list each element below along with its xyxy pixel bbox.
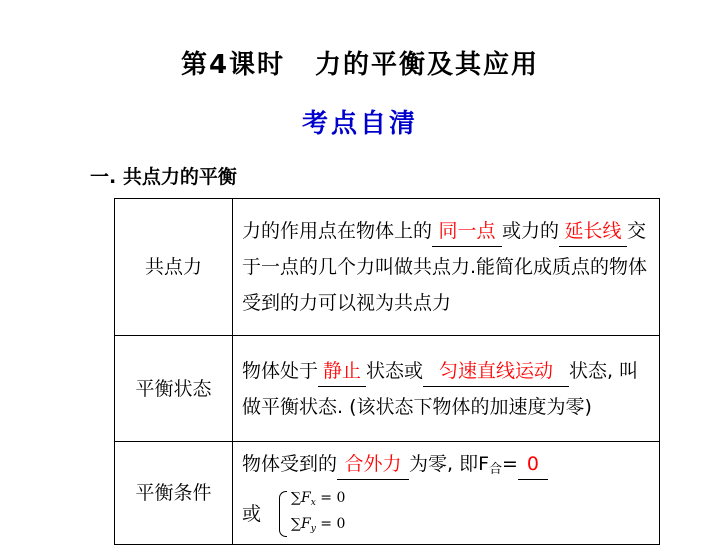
row-content [233, 442, 660, 545]
text-segment: 物体处于 [242, 359, 319, 382]
answer-blank: 延长线 [559, 216, 627, 247]
text-segment: 或 [242, 503, 262, 525]
table-row [115, 442, 660, 545]
equation-x: $\sum F_x = 0$ [291, 490, 346, 508]
row-content [233, 199, 660, 336]
row-content [233, 336, 660, 442]
row-label: 平衡条件 [115, 442, 233, 545]
text-segment: 或力的 [502, 220, 560, 242]
page-title [0, 44, 720, 81]
brace-icon [279, 491, 287, 537]
text-segment: 力的作用点在物体上的 [242, 220, 433, 242]
answer-blank: 0 [518, 449, 548, 480]
equation-y: $\sum F_y = 0$ [291, 516, 346, 534]
text-segment: 为零, 即F [409, 453, 490, 475]
text-segment: 交于一点的几个力叫做共点力. [242, 220, 647, 278]
answer-blank: 同一点 [432, 216, 502, 247]
table-row [115, 336, 660, 442]
subtitle: 考点自清 [301, 109, 418, 139]
text-segment: 状态, 叫做平衡状态. (该状态下物体的加速度为零) [242, 359, 639, 418]
text-segment: 状态或 [366, 359, 424, 382]
subscript: 合 [489, 462, 503, 477]
answer-blank: 静止 [318, 356, 366, 387]
row-label: 平衡状态 [115, 336, 233, 442]
text-segment: 能简化成质点的物体受到的力可以视为共点力 [242, 256, 648, 314]
section-heading [90, 162, 237, 189]
text-segment: = [502, 453, 518, 475]
concept-table [114, 198, 660, 545]
answer-blank: 合外力 [337, 449, 409, 480]
row-label: 共点力 [115, 199, 233, 336]
text-segment: 物体受到的 [242, 453, 338, 475]
lesson-number: 第4课时 [180, 50, 286, 80]
equation-group [242, 488, 655, 540]
section-title: . 共点力的平衡 [109, 166, 237, 188]
section-number: 一 [90, 166, 110, 188]
lesson-topic: 力的平衡及其应用 [315, 50, 540, 80]
answer-blank: 匀速直线运动 [423, 356, 569, 387]
table-row [115, 199, 660, 336]
